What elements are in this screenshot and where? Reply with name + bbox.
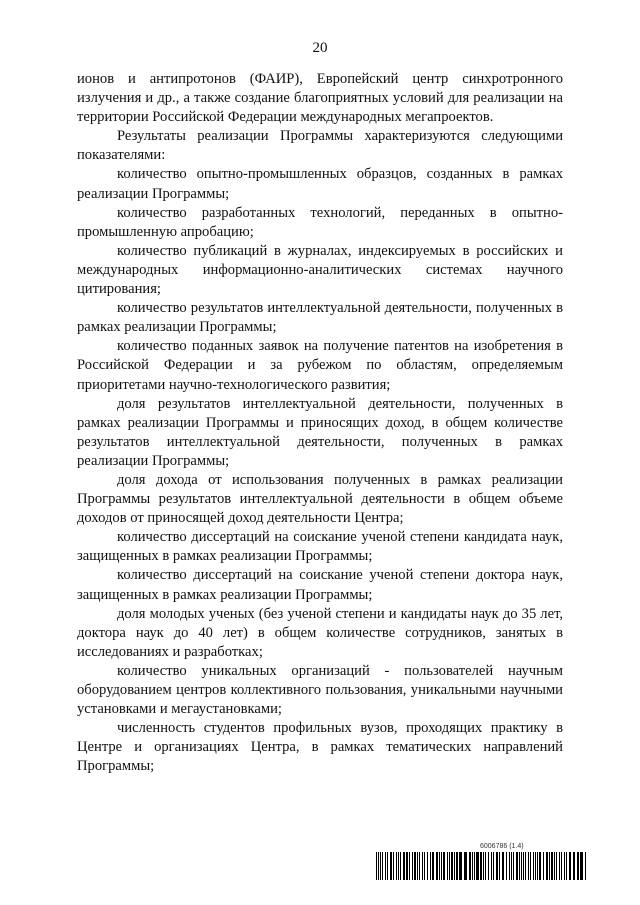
barcode-bar [419, 852, 420, 880]
barcode-bar [561, 852, 562, 880]
barcode-bar [454, 852, 455, 880]
paragraph: доля дохода от использования полученных в рамках реализации Программы результатов интеллектуальной деятельности в общем объеме доходов от приносящей доход деятельности Центра; [77, 471, 563, 527]
barcode-bar [533, 852, 534, 880]
paragraph: доля результатов интеллектуальной деятельности, полученных в рамках реализации Программы и приносящих доход, в общем количестве результатов интеллектуальной деятельности, полученных в рамках реализации Программы; [77, 395, 563, 469]
barcode-bar [525, 852, 526, 880]
barcode-bar [483, 852, 484, 880]
barcode-bar [403, 852, 405, 880]
barcode-bar [511, 852, 512, 880]
body-text [77, 70, 563, 776]
paragraph: ионов и антипротонов (ФАИР), Европейский центр синхротронного излучения и др., а также создание благоприятных условий для реализации на территории Российской Федерации международных мегапроектов. [77, 71, 563, 126]
barcode-bar [539, 852, 541, 880]
barcode-bar [516, 852, 518, 880]
barcode-bar [577, 852, 579, 880]
barcode-bar [427, 852, 428, 880]
barcode-icon [376, 852, 588, 880]
paragraph: доля молодых ученых (без ученой степени и кандидаты наук до 35 лет, доктора наук до 40 лет) в общем количестве сотрудников, занятых в исследованиях и разработках; [77, 605, 563, 660]
barcode-bar [559, 852, 560, 880]
barcode-bar [447, 852, 448, 880]
barcode-bar [506, 852, 507, 880]
barcode-bar [459, 852, 462, 880]
barcode-bar [412, 852, 413, 880]
paragraph: количество уникальных организаций - пользователей научным оборудованием центров коллективного пользования, уникальными научными установками и мегаустановками; [77, 662, 563, 718]
barcode-bar [380, 852, 381, 880]
barcode-bar [396, 852, 397, 880]
barcode-bar [543, 852, 544, 880]
paragraph: количество опытно-промышленных образцов, созданных в рамках реализации Программы; [77, 166, 563, 202]
barcode-bar [406, 852, 408, 880]
barcode-bar [382, 852, 383, 880]
barcode-bar [496, 852, 498, 880]
barcode-bar [523, 852, 524, 880]
barcode-bar [551, 852, 553, 880]
barcode-bar [417, 852, 418, 880]
barcode-bar [521, 852, 522, 880]
barcode-bar [528, 852, 529, 880]
paragraph: количество публикаций в журналах, индексируемых в российских и международных информационно-аналитических системах научного цитирования; [77, 242, 563, 298]
barcode-bar [569, 852, 571, 880]
barcode-bar [387, 852, 388, 880]
barcode-bar [390, 852, 392, 880]
barcode-bar [564, 852, 565, 880]
barcode-bar [549, 852, 550, 880]
barcode-bar [432, 852, 434, 880]
barcode-bar [519, 852, 520, 880]
barcode-bar [554, 852, 555, 880]
barcode-bar [376, 852, 377, 880]
page-number: 20 [312, 40, 328, 56]
barcode-bar [378, 852, 379, 880]
barcode-bar [422, 852, 423, 880]
barcode-bar [398, 852, 399, 880]
barcode-bar [513, 852, 514, 880]
barcode-bar [449, 852, 450, 880]
paragraph: количество разработанных технологий, переданных в опытно-промышленную апробацию; [77, 204, 563, 240]
paragraph: количество результатов интеллектуальной деятельности, полученных в рамках реализации Программы; [77, 300, 563, 336]
barcode-bar [485, 852, 486, 880]
paragraph: количество диссертаций на соискание ученой степени доктора наук, защищенных в рамках реализации Программы; [77, 567, 563, 603]
barcode-bar [385, 852, 386, 880]
barcode-bar [414, 852, 416, 880]
barcode-bar [573, 852, 575, 880]
paragraph: количество диссертаций на соискание ученой степени кандидата наук, защищенных в рамках реализации Программы; [77, 529, 563, 565]
paragraph: Результаты реализации Программы характеризуются следующими показателями: [77, 128, 563, 164]
barcode-bar [451, 852, 453, 880]
barcode-bar [472, 852, 473, 880]
barcode-bar [443, 852, 445, 880]
barcode-bar [493, 852, 494, 880]
paragraph: численность студентов профильных вузов, проходящих практику в Центре и организациях Центра, в рамках тематических направлений Программы; [77, 720, 563, 775]
barcode-bar [456, 852, 458, 880]
barcode-bar [488, 852, 489, 880]
barcode-bar [585, 852, 586, 880]
document-code: 6006786 (1.4) [480, 843, 524, 850]
barcode-bar [393, 852, 394, 880]
barcode-bar [537, 852, 538, 880]
barcode-bar [499, 852, 500, 880]
barcode-bar [556, 852, 557, 880]
barcode-bar [430, 852, 431, 880]
barcode-bar [491, 852, 492, 880]
barcode-bar [546, 852, 548, 880]
barcode-bar [464, 852, 467, 880]
barcode-bar [441, 852, 442, 880]
barcode-bar [566, 852, 567, 880]
barcode-bar [409, 852, 410, 880]
barcode-bar [436, 852, 438, 880]
barcode-bar [439, 852, 440, 880]
barcode-bar [469, 852, 471, 880]
paragraph: количество поданных заявок на получение патентов на изобретения в Российской Федерации и за рубежом по областям, определяемым приоритетами научно-технологического развития; [77, 338, 563, 393]
barcode-bar [580, 852, 583, 880]
barcode-bar [424, 852, 425, 880]
barcode-bar [535, 852, 536, 880]
barcode-bar [480, 852, 482, 880]
barcode-bar [502, 852, 504, 880]
barcode-bar [476, 852, 479, 880]
barcode-bar [400, 852, 401, 880]
barcode-bar [509, 852, 510, 880]
barcode-bar [474, 852, 475, 880]
barcode-bar [530, 852, 531, 880]
